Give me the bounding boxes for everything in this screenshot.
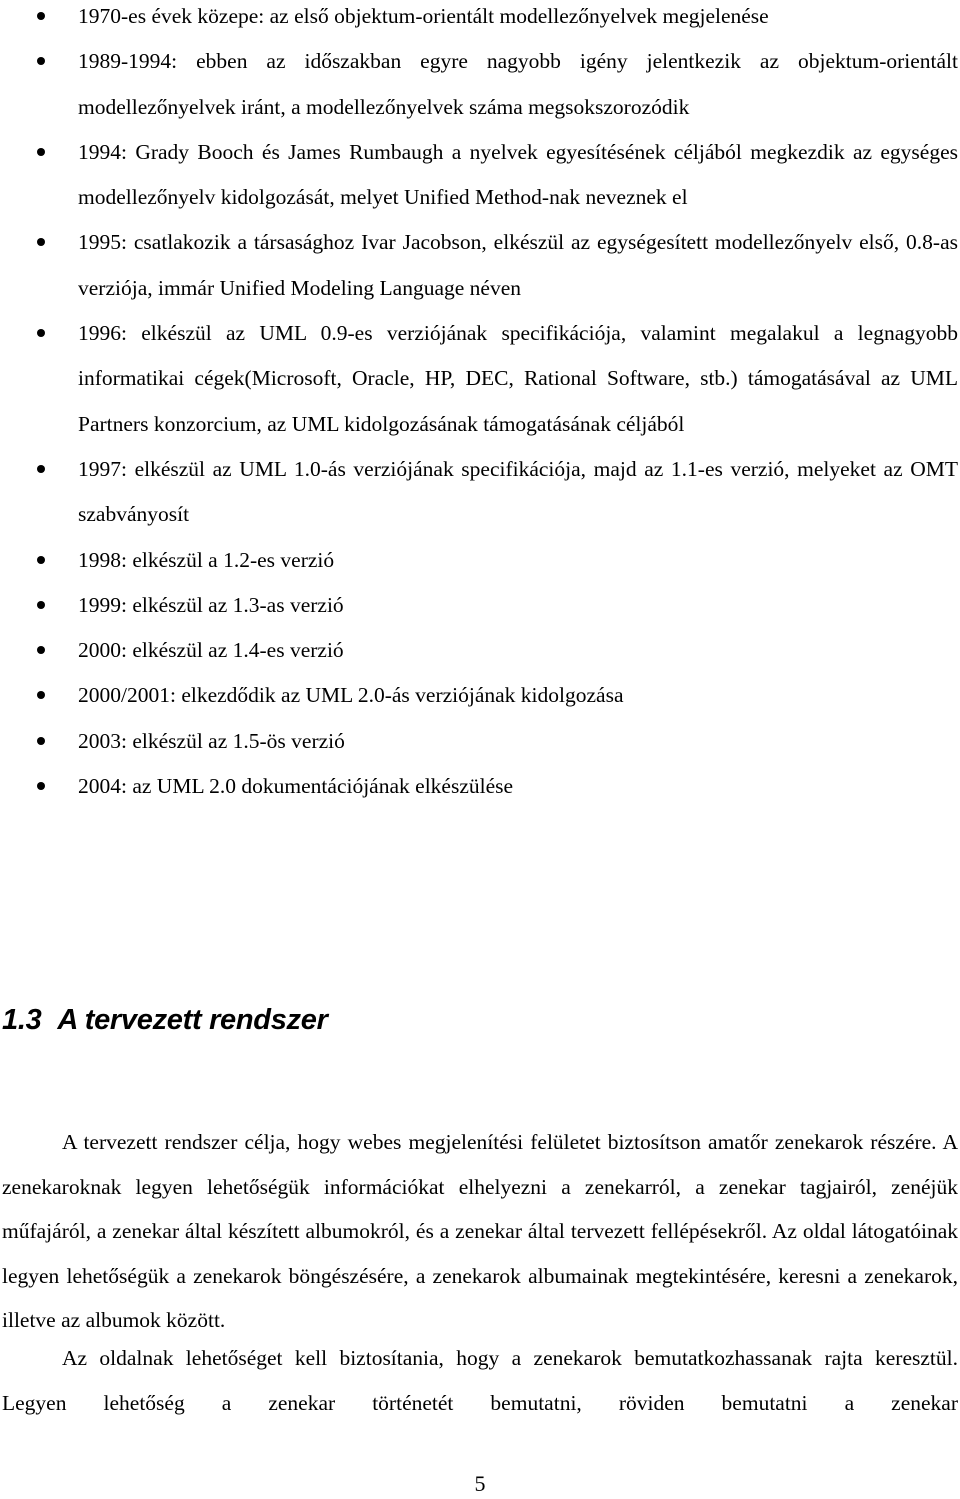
list-item: 1996: elkészül az UML 0.9-es verziójának specifikációja, valamint megalakul a legnagyobb informatikai cégek(Microsoft, Oracle, HP, DEC, Rational Software, stb.) támogatásával az UML Partners konzorcium, az UML kidolgozásának támogatásának céljából: [0, 311, 960, 447]
body-paragraph: A tervezett rendszer célja, hogy webes megjelenítési felületet biztosítson amatőr zenekarok részére. A zenekaroknak legyen lehetőségük információkat elhelyezni a zenekarról, a zenekar tagjairól, zenéjük műfajáról, a zenekar által készített albumokról, és a zenekar által tervezett fellépésekről. Az oldal látogatóinak legyen lehetőségük a zenekarok böngészésére, a zenekarok albumainak megtekintésére, keresni a zenekarok, illetve az albumok között.: [2, 1130, 958, 1332]
list-item: 2000: elkészül az 1.4-es verzió: [0, 628, 960, 673]
list-item: 2004: az UML 2.0 dokumentációjának elkészülése: [0, 764, 960, 809]
section-number: 1.3: [2, 1004, 42, 1036]
list-item: 2003: elkészül az 1.5-ös verzió: [0, 719, 960, 764]
list-item: 1989-1994: ebben az időszakban egyre nagyobb igény jelentkezik az objektum-orientált modellezőnyelvek iránt, a modellezőnyelvek száma megsokszorozódik: [0, 39, 960, 130]
list-item: 1970-es évek közepe: az első objektum-orientált modellezőnyelvek megjelenése: [0, 0, 960, 39]
list-item: 1998: elkészül a 1.2-es verzió: [0, 538, 960, 583]
list-item: 1994: Grady Booch és James Rumbaugh a nyelvek egyesítésének céljából megkezdik az egységes modellezőnyelv kidolgozását, melyet Unified Method-nak neveznek el: [0, 130, 960, 221]
list-item: 1995: csatlakozik a társasághoz Ivar Jacobson, elkészül az egységesített modellezőnyelv első, 0.8-as verziója, immár Unified Modeling Language néven: [0, 220, 960, 311]
page-number: 5: [474, 1471, 486, 1496]
body-paragraph: Az oldalnak lehetőséget kell biztosítania, hogy a zenekarok bemutatkozhassanak rajta keresztül. Legyen lehetőség a zenekar történetét bemutatni, röviden bemutatni a zenekar: [2, 1346, 958, 1415]
section-title: A tervezett rendszer: [57, 1004, 328, 1036]
list-item: 1999: elkészül az 1.3-as verzió: [0, 583, 960, 628]
list-item: 2000/2001: elkezdődik az UML 2.0-ás verziójának kidolgozása: [0, 673, 960, 718]
list-item: 1997: elkészül az UML 1.0-ás verziójának specifikációja, majd az 1.1-es verzió, melyeket az OMT szabványosít: [0, 447, 960, 538]
section-heading: [2, 1000, 328, 1040]
